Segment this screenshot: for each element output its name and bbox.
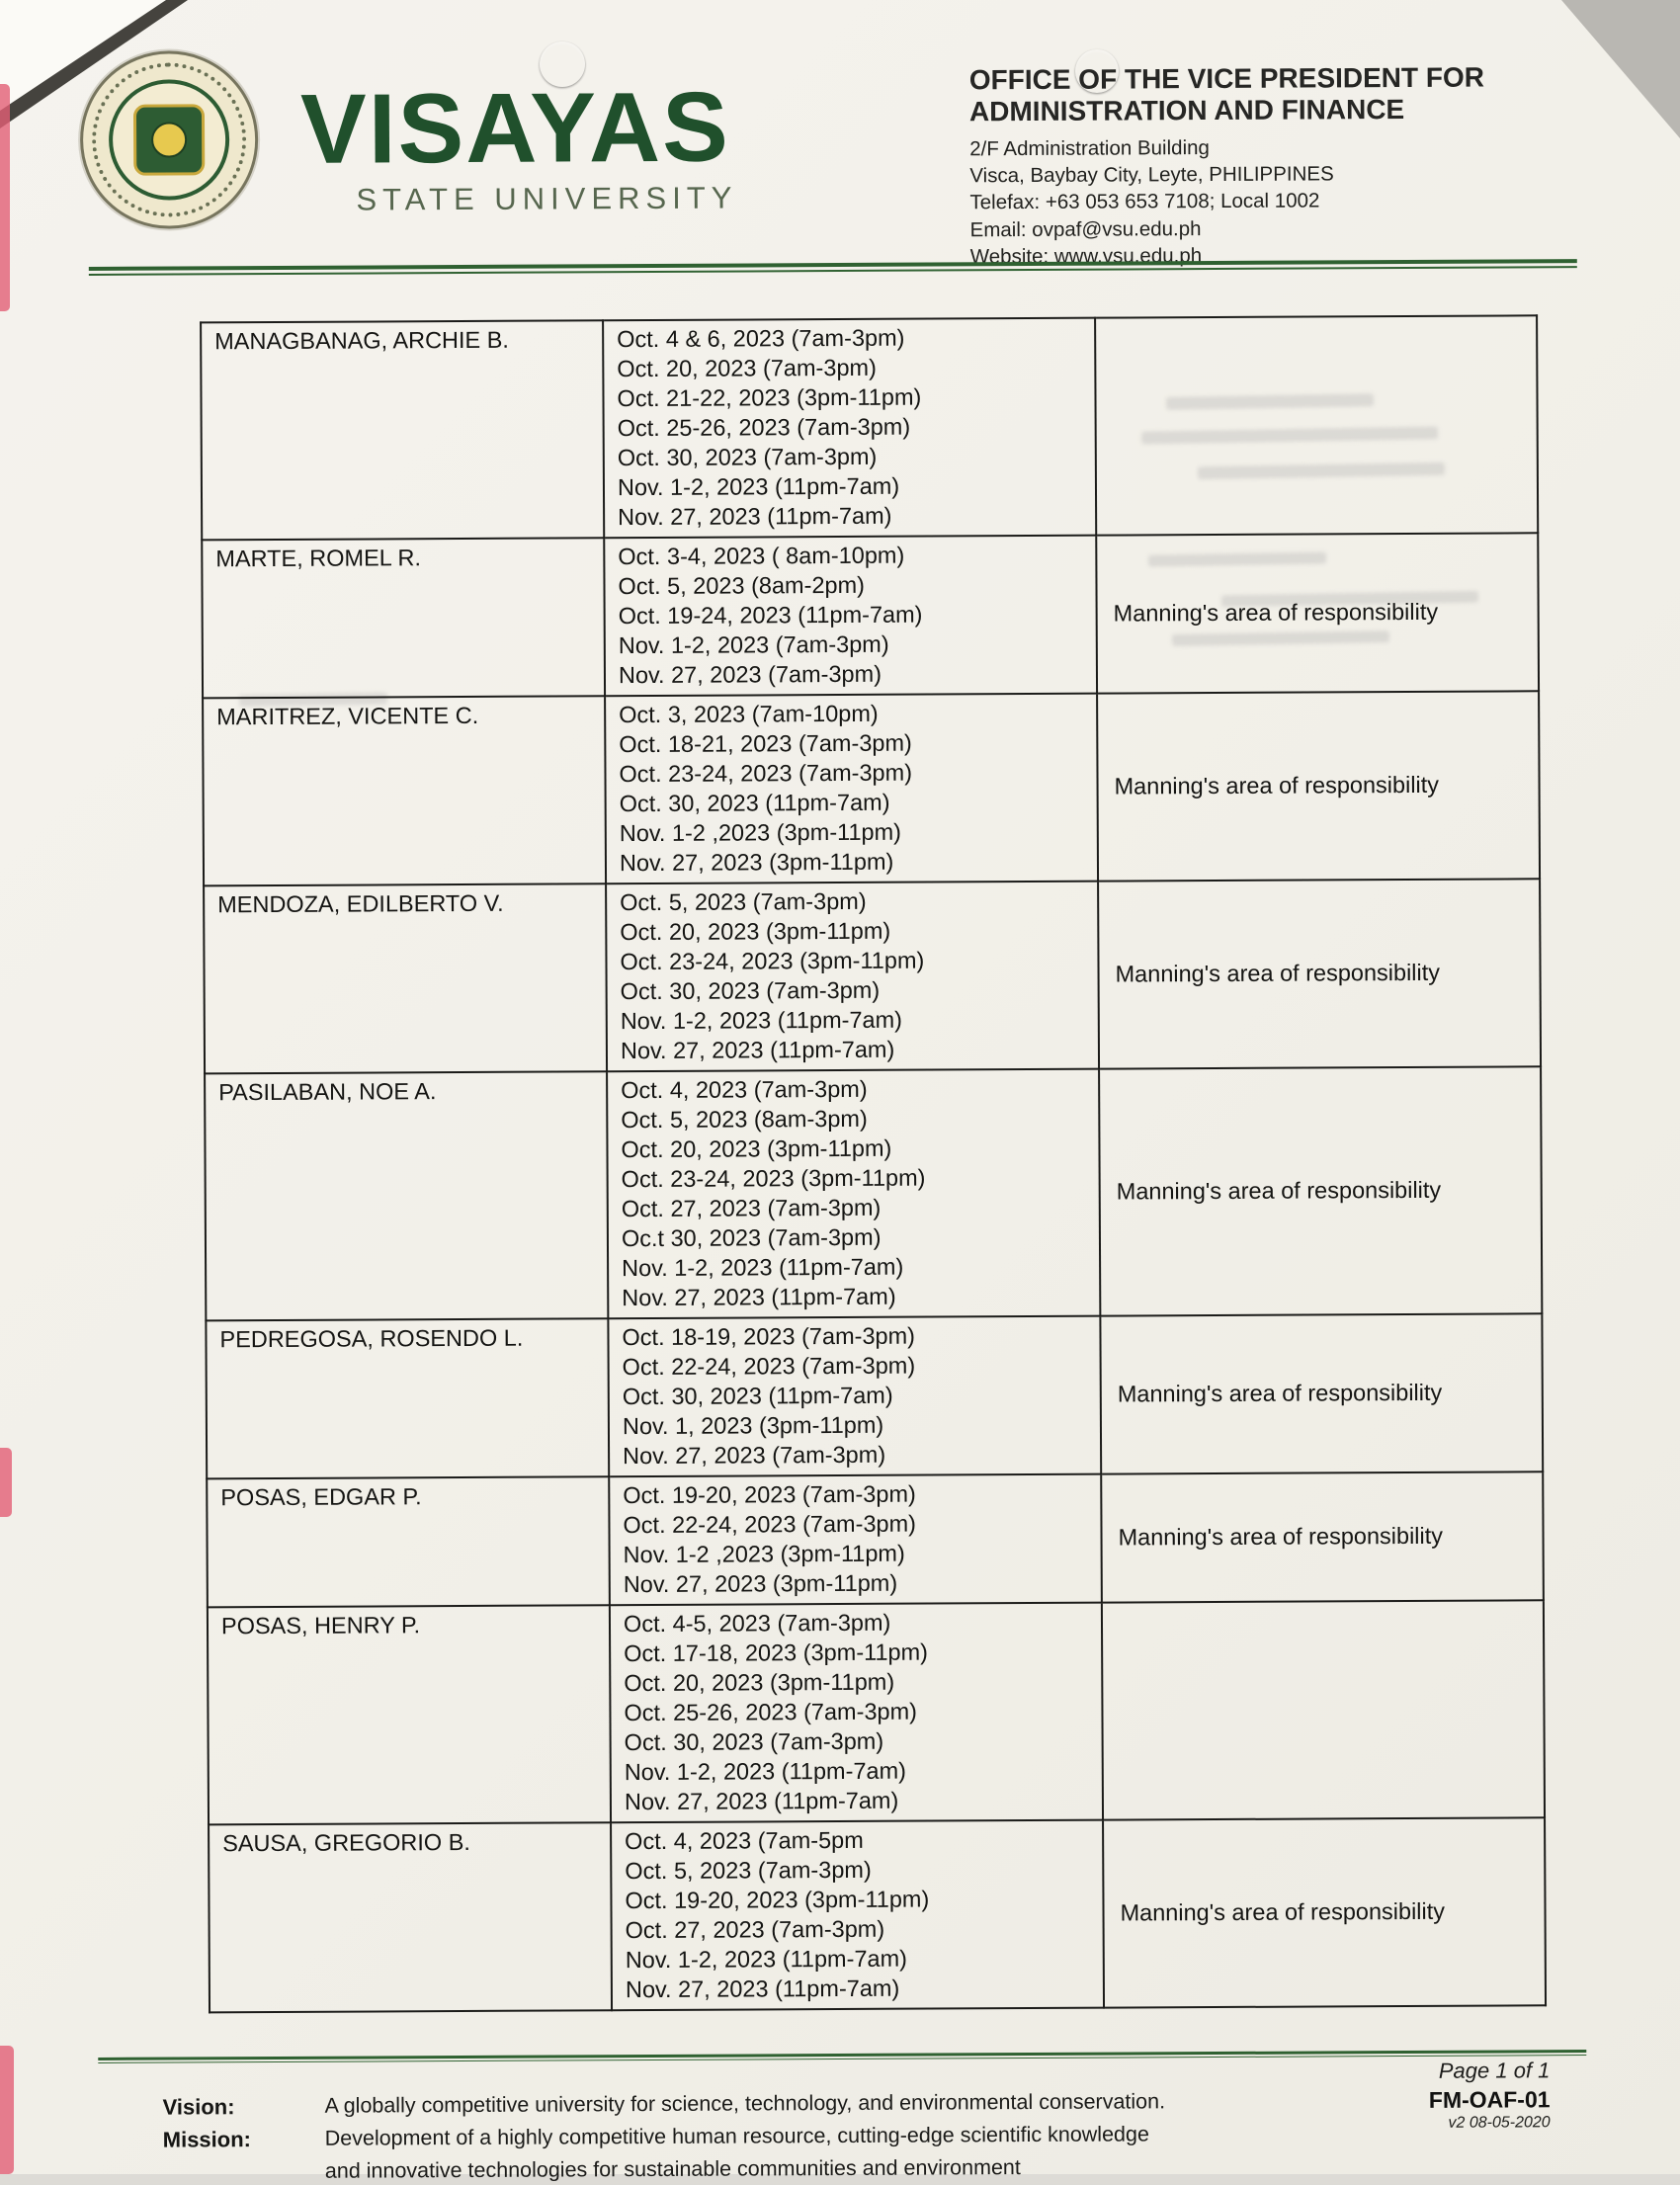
university-subtitle: STATE UNIVERSITY [356, 180, 738, 217]
schedule-line: Oct. 22-24, 2023 (7am-3pm) [623, 1510, 917, 1539]
schedule-line: Nov. 1-2, 2023 (11pm-7am) [625, 1945, 908, 1974]
mission-label: Mission: [162, 2127, 252, 2152]
schedule-line: Oct. 19-24, 2023 (11pm-7am) [618, 601, 923, 630]
schedule-line: Oct. 5, 2023 (8am-2pm) [618, 571, 866, 600]
schedule-cell [604, 536, 1097, 697]
schedule-line: Nov. 27, 2023 (11pm-7am) [620, 1036, 895, 1064]
schedule-line: Oct. 22-24, 2023 (7am-3pm) [622, 1352, 916, 1381]
schedule-cell [605, 694, 1098, 884]
table-row [207, 1471, 1544, 1607]
schedule-line: Nov. 1-2 ,2023 (3pm-11pm) [623, 1540, 905, 1568]
schedule-cell [603, 318, 1096, 539]
mission-text-line1: Development of a highly competitive human resource, cutting-edge scientific knowledge [324, 2122, 1149, 2150]
mission-text-line2: and innovative technologies for sustainable communities and environment [324, 2155, 1021, 2183]
remarks-cell: Manning's area of responsibility [1103, 1817, 1546, 2007]
office-letterhead [969, 61, 1544, 270]
personnel-name: POSAS, EDGAR P. [207, 1476, 610, 1607]
schedule-line: Oct. 30, 2023 (11pm-7am) [619, 789, 890, 817]
schedule-line: Oct. 25-26, 2023 (7am-3pm) [617, 413, 911, 442]
schedule-cell [609, 1474, 1102, 1606]
schedule-line: Oct. 23-24, 2023 (3pm-11pm) [621, 1164, 926, 1193]
personnel-name: MENDOZA, EDILBERTO V. [204, 883, 607, 1073]
remarks-cell: Manning's area of responsibility [1100, 1313, 1543, 1473]
seal-emblem-icon [133, 104, 205, 175]
schedule-cell [608, 1316, 1101, 1477]
university-name: VISAYAS [299, 71, 731, 185]
schedule-line: Nov. 1-2, 2023 (11pm-7am) [624, 1757, 907, 1786]
schedule-line: Oct. 25-26, 2023 (7am-3pm) [624, 1698, 918, 1726]
schedule-line: Nov. 1, 2023 (3pm-11pm) [622, 1411, 884, 1440]
schedule-line: Oct. 5, 2023 (7am-3pm) [625, 1856, 872, 1885]
schedule-line: Oct. 27, 2023 (7am-3pm) [621, 1194, 882, 1222]
personnel-name: PEDREGOSA, ROSENDO L. [206, 1318, 609, 1478]
table-row [208, 1600, 1545, 1824]
table-row [205, 1066, 1542, 1320]
punch-hole [540, 42, 585, 87]
office-website: Website: www.vsu.edu.ph [969, 243, 1203, 269]
remarks-cell: Manning's area of responsibility [1099, 1066, 1542, 1315]
schedule-line: Oct. 19-20, 2023 (7am-3pm) [623, 1480, 916, 1509]
office-title-line1: OFFICE OF THE VICE PRESIDENT FOR [968, 61, 1485, 96]
office-email: Email: ovpaf@vsu.edu.ph [969, 216, 1202, 241]
office-address-line2: Visca, Baybay City, Leyte, PHILIPPINES [969, 162, 1334, 188]
schedule-line: Nov. 27, 2023 (3pm-11pm) [623, 1569, 898, 1598]
duty-schedule-table [200, 314, 1547, 2013]
personnel-name: SAUSA, GREGORIO B. [209, 1822, 612, 2012]
office-address-line1: 2/F Administration Building [969, 135, 1210, 161]
schedule-line: Nov. 1-2, 2023 (11pm-7am) [617, 472, 900, 501]
schedule-line: Oct. 5, 2023 (8am-3pm) [621, 1105, 868, 1134]
punch-hole [1075, 49, 1119, 93]
office-telefax: Telefax: +63 053 653 7108; Local 1002 [969, 189, 1320, 214]
table-row [201, 315, 1538, 540]
form-code: FM-OAF-01 [1428, 2086, 1551, 2113]
schedule-line: Oct. 18-19, 2023 (7am-3pm) [622, 1322, 916, 1351]
remarks-cell: Manning's area of responsibility [1101, 1471, 1544, 1602]
footer-divider-rule [98, 2050, 1586, 2063]
schedule-line: Oct. 30, 2023 (7am-3pm) [624, 1727, 884, 1756]
personnel-name: MANAGBANAG, ARCHIE B. [201, 320, 604, 540]
remarks-cell: Manning's area of responsibility [1096, 533, 1539, 693]
remarks-cell: Manning's area of responsibility [1097, 691, 1540, 881]
table-row [204, 879, 1541, 1073]
schedule-line: Oct. 23-24, 2023 (7am-3pm) [619, 759, 913, 788]
schedule-line: Oct. 23-24, 2023 (3pm-11pm) [620, 947, 925, 975]
schedule-line: Oct. 4, 2023 (7am-3pm) [621, 1075, 868, 1104]
table-row [206, 1313, 1543, 1478]
schedule-line: Nov. 27, 2023 (11pm-7am) [618, 502, 892, 531]
schedule-table-body [201, 315, 1546, 2012]
table-row [202, 533, 1539, 698]
vsu-seal-logo [80, 50, 259, 229]
schedule-cell [607, 1069, 1100, 1319]
schedule-line: Oct. 27, 2023 (7am-3pm) [625, 1915, 885, 1944]
header-divider-rule [89, 259, 1577, 276]
vision-text: A globally competitive university for science, technology, and environmental conservation. [324, 2089, 1166, 2118]
schedule-line: Oct. 5, 2023 (7am-3pm) [620, 887, 867, 916]
schedule-line: Oct. 30, 2023 (7am-3pm) [617, 443, 878, 471]
page-number: Page 1 of 1 [1438, 2058, 1551, 2083]
schedule-line: Oct. 3-4, 2023 ( 8am-10pm) [618, 542, 905, 570]
schedule-line: Oct. 21-22, 2023 (3pm-11pm) [617, 383, 922, 412]
schedule-line: Oct. 18-21, 2023 (7am-3pm) [619, 729, 912, 758]
schedule-cell [611, 1820, 1104, 2011]
schedule-line: Nov. 27, 2023 (7am-3pm) [623, 1441, 886, 1470]
personnel-name: PASILABAN, NOE A. [205, 1071, 608, 1320]
schedule-line: Oct. 20, 2023 (7am-3pm) [617, 354, 877, 382]
schedule-line: Nov. 27, 2023 (11pm-7am) [624, 1787, 899, 1815]
office-title-line2: ADMINISTRATION AND FINANCE [968, 93, 1405, 127]
office-contact-block [969, 132, 1544, 270]
schedule-line: Nov. 1-2 ,2023 (3pm-11pm) [619, 818, 902, 847]
personnel-name: POSAS, HENRY P. [208, 1605, 611, 1824]
schedule-line: Oct. 4, 2023 (7am-5pm [625, 1826, 864, 1855]
schedule-line: Nov. 27, 2023 (11pm-7am) [622, 1283, 896, 1311]
schedule-line: Nov. 27, 2023 (3pm-11pm) [619, 848, 894, 877]
vision-label: Vision: [162, 2094, 235, 2120]
schedule-line: Oct. 17-18, 2023 (3pm-11pm) [624, 1639, 929, 1667]
schedule-line: Oc.t 30, 2023 (7am-3pm) [621, 1223, 882, 1252]
schedule-cell [606, 882, 1099, 1072]
schedule-cell [610, 1603, 1103, 1823]
schedule-line: Oct. 19-20, 2023 (3pm-11pm) [625, 1886, 930, 1914]
table-row [209, 1817, 1546, 2012]
remarks-cell [1102, 1600, 1545, 1819]
schedule-line: Oct. 20, 2023 (3pm-11pm) [620, 917, 891, 946]
form-version: v2 08-05-2020 [1448, 2114, 1551, 2132]
schedule-line: Nov. 1-2, 2023 (7am-3pm) [618, 630, 889, 659]
remarks-cell [1095, 315, 1538, 535]
table-row [203, 691, 1540, 885]
schedule-line: Oct. 4-5, 2023 (7am-3pm) [623, 1609, 891, 1638]
schedule-line: Oct. 3, 2023 (7am-10pm) [619, 700, 879, 728]
schedule-line: Nov. 27, 2023 (11pm-7am) [625, 1975, 900, 2003]
schedule-line: Oct. 20, 2023 (3pm-11pm) [624, 1668, 895, 1697]
schedule-line: Oct. 30, 2023 (11pm-7am) [622, 1382, 893, 1410]
document-code-block [1429, 2058, 1551, 2133]
schedule-line: Nov. 1-2, 2023 (11pm-7am) [620, 1006, 903, 1035]
personnel-name: MARTE, ROMEL R. [202, 538, 605, 698]
remarks-cell: Manning's area of responsibility [1098, 879, 1541, 1068]
schedule-line: Nov. 1-2, 2023 (11pm-7am) [622, 1253, 904, 1282]
personnel-name: MARITREZ, VICENTE C. [203, 696, 606, 885]
schedule-line: Oct. 20, 2023 (3pm-11pm) [621, 1135, 892, 1163]
schedule-line: Oct. 4 & 6, 2023 (7am-3pm) [617, 324, 905, 353]
schedule-line: Nov. 27, 2023 (7am-3pm) [618, 660, 882, 689]
university-wordmark [299, 71, 738, 218]
schedule-line: Oct. 30, 2023 (7am-3pm) [620, 976, 881, 1005]
